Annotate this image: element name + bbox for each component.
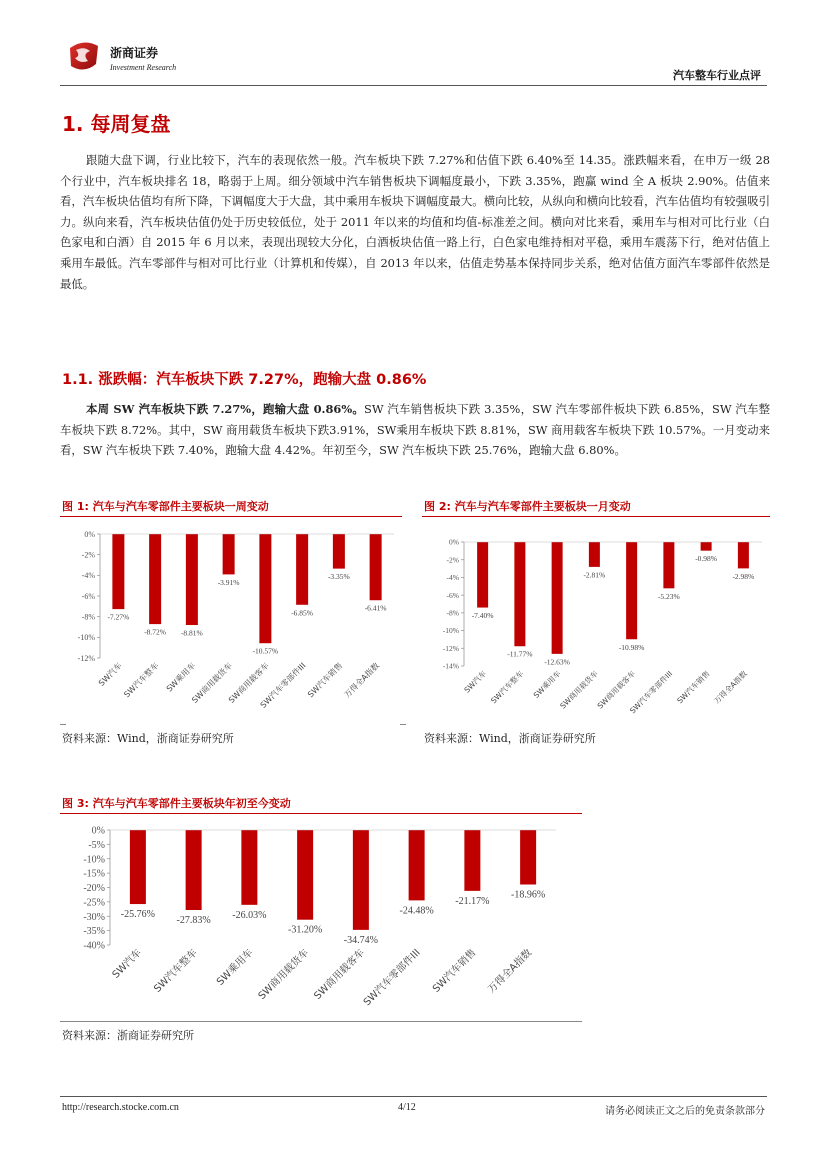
bar (663, 542, 674, 588)
company-logo (66, 38, 186, 78)
category-label: SW乘用车 (164, 661, 198, 694)
bar-value-label: -3.91% (217, 577, 240, 587)
logo-name-en: Investment Research (110, 63, 177, 72)
bar (520, 830, 536, 885)
y-tick-label: 0% (91, 825, 105, 837)
bar-value-label: -7.40% (471, 611, 494, 621)
bar-value-label: -8.81% (180, 628, 203, 638)
bar-value-label: -2.98% (732, 571, 755, 581)
figure-2-top-rule (422, 516, 770, 517)
bar (259, 534, 271, 643)
y-tick-label: 0% (84, 529, 95, 539)
category-label: SW汽车零部件III (361, 947, 423, 1009)
y-tick-label: -30% (83, 911, 105, 923)
bar-value-label: -11.77% (507, 649, 533, 659)
bar (186, 534, 198, 625)
category-label: SW商用载客车 (595, 669, 638, 711)
bar-value-label: -0.98% (695, 554, 718, 564)
bar (353, 830, 369, 930)
bar (701, 542, 712, 551)
y-tick-label: -10% (77, 633, 95, 643)
category-label: SW汽车 (462, 669, 489, 695)
section-heading-weekly-review: 1. 每周复盘 (62, 112, 171, 136)
bar (409, 830, 425, 900)
bar (514, 542, 525, 646)
bar-value-label: -21.17% (455, 895, 490, 907)
category-label: SW汽车零部件III (628, 669, 675, 716)
category-label: SW汽车整车 (122, 661, 161, 700)
category-label: SW汽车整车 (152, 947, 200, 995)
bar (626, 542, 637, 639)
y-tick-label: -6% (446, 590, 459, 600)
category-label: SW汽车销售 (306, 661, 345, 700)
category-label: 万得全A指数 (712, 669, 749, 706)
bar (223, 534, 235, 574)
y-tick-label: -8% (446, 608, 459, 618)
logo-emblem-icon (66, 38, 102, 74)
category-label: 万得全A指数 (486, 947, 535, 996)
y-tick-label: -8% (81, 612, 95, 622)
y-tick-label: -12% (442, 643, 459, 653)
bar-value-label: -6.85% (291, 608, 314, 618)
y-tick-label: -4% (81, 571, 95, 581)
figure-1-bottom-rule (60, 724, 66, 725)
bar-value-label: -8.72% (144, 627, 167, 637)
footer-disclaimer: 请务必阅读正文之后的免责条款部分 (605, 1106, 765, 1117)
figure-2-source: 资料来源：Wind，浙商证券研究所 (424, 732, 596, 745)
y-tick-label: -20% (83, 883, 105, 894)
bar-value-label: -27.83% (176, 915, 211, 927)
y-tick-label: -10% (442, 626, 459, 636)
y-tick-label: -2% (446, 555, 459, 565)
figure-1-title: 图 1: 汽车与汽车零部件主要板块一周变动 (62, 500, 269, 513)
y-tick-label: -2% (81, 550, 95, 560)
bar-value-label: -10.57% (252, 646, 279, 656)
bar (112, 534, 124, 609)
chart-svg-2 (422, 520, 770, 720)
bar (333, 534, 345, 569)
category-label: SW商用载货车 (190, 661, 235, 705)
bar (477, 542, 488, 608)
chart-svg-3 (60, 817, 582, 1017)
category-label: SW汽车销售 (430, 947, 479, 995)
bar-value-label: -25.76% (120, 909, 155, 921)
subsection-heading-price-change: 1.1. 涨跌幅：汽车板块下跌 7.27%，跑输大盘 0.86% (62, 372, 427, 388)
bar (738, 542, 749, 568)
category-label: SW商用载客车 (226, 661, 271, 705)
figure-2-bottom-rule (400, 724, 406, 725)
category-label: SW乘用车 (215, 947, 256, 988)
category-label: 万得全A指数 (342, 661, 382, 700)
bar-value-label: -7.27% (107, 612, 130, 622)
category-label: SW汽车销售 (675, 669, 712, 706)
y-tick-label: 0% (449, 537, 459, 547)
figure-1-chart (60, 520, 402, 720)
figure-3-source: 资料来源：浙商证券研究所 (62, 1029, 194, 1042)
bar (130, 830, 146, 904)
figure-3-bottom-rule (60, 1021, 582, 1022)
bar-value-label: -2.81% (583, 570, 606, 580)
y-tick-label: -10% (83, 854, 105, 866)
bar-value-label: -5.23% (657, 591, 680, 601)
category-label: SW商用载货车 (558, 669, 600, 711)
bar (589, 542, 600, 567)
bar-value-label: -10.98% (618, 642, 645, 652)
category-label: SW汽车 (110, 947, 144, 981)
y-tick-label: -35% (83, 926, 105, 938)
header-divider (60, 85, 767, 86)
category-label: SW商用载客车 (312, 947, 367, 1002)
y-tick-label: -14% (442, 661, 459, 671)
category-label: SW汽车 (96, 661, 124, 688)
bar (186, 830, 202, 910)
y-tick-label: -25% (83, 897, 105, 909)
bar-value-label: -26.03% (232, 909, 267, 921)
category-label: SW汽车零部件III (258, 661, 308, 710)
y-tick-label: -4% (446, 573, 459, 583)
bar (241, 830, 257, 905)
bar-value-label: -3.35% (327, 572, 350, 582)
bar (297, 830, 313, 920)
subsection-paragraph-price-change (60, 399, 770, 461)
figure-2-chart (422, 520, 770, 720)
bar-value-label: -6.41% (364, 603, 387, 613)
y-tick-label: -40% (83, 940, 105, 952)
figure-1-source: 资料来源：Wind，浙商证券研究所 (62, 732, 234, 745)
y-tick-label: -5% (88, 839, 105, 851)
bar-value-label: -12.63% (544, 657, 570, 667)
y-tick-label: -12% (77, 653, 95, 663)
bar (464, 830, 480, 891)
bar (552, 542, 563, 654)
bar (370, 534, 382, 600)
figure-3-top-rule (60, 813, 582, 814)
bar (149, 534, 161, 624)
footer-divider (60, 1096, 767, 1097)
bar-value-label: -34.74% (343, 934, 378, 946)
bar-value-label: -24.48% (399, 905, 434, 917)
footer-url[interactable]: http://research.stocke.com.cn (62, 1102, 179, 1113)
figure-1-top-rule (60, 516, 402, 517)
figure-2-title: 图 2: 汽车与汽车零部件主要板块一月变动 (424, 500, 631, 513)
bar-value-label: -31.20% (288, 924, 323, 936)
category-label: SW商用载货车 (256, 947, 312, 1002)
figure-3-chart (60, 817, 582, 1017)
figure-3-title: 图 3: 汽车与汽车零部件主要板块年初至今变动 (62, 797, 291, 810)
bar (296, 534, 308, 605)
logo-name-cn: 浙商证券 (110, 46, 159, 60)
section-paragraph-weekly-review: 跟随大盘下调，行业比较下，汽车的表现依然一般。汽车板块下跌 7.27%和估值下跌 6.40%至 14.35。涨跌幅来看，在申万一级 28 个行业中，汽车板块排名 18，略弱于上周。细分领域中汽车销售板块下调幅度最小，下跌 3.35%，跑赢 wind 全 A 板块 2.90%。估值来看，汽车板块估值均有所下降，下调幅度大于大盘，其中乘用车板块下调幅度最大。横向比较，从纵向和横向比较看，汽车估值均有较强吸引力。纵向来看，汽车板块估值仍处于历史较低位，处于 2011 年以来的均值和均值-标准差之间。横向对比来看，乘用车与相对可比行业（白色家电和白酒）自 2015 年 6 月以来，表现出现较大分化，白酒板块估值一路上行，白色家电维持相对平稳，乘用车震荡下行，绝对估值上乘用车最低。汽车零部件与相对可比行业（计算机和传媒），自 2013 年以来，估值走势基本保持同步关系，绝对估值方面汽车零部件依然是最低。 (60, 153, 770, 291)
lead-sentence: 本周 SW 汽车板块下跌 7.27%，跑输大盘 0.86%。 (86, 402, 365, 416)
body-text: SW 汽车销售板块下跌 3.35%，SW 汽车零部件板块下跌 6.85%，SW 汽车整车板块下跌 8.72%。其中，SW 商用载货车板块下跌3.91%，SW乘用车板块下跌 8.81%，SW 商用载客车板块下跌 10.57%。一月变动来看，SW 汽车板块下跌 7.40%，跑输大盘 4.42%。年初至今，SW 汽车板块下跌 25.76%，跑输大盘 6.80%。 (60, 402, 770, 458)
page-number: 4/12 (398, 1102, 416, 1113)
y-tick-label: -6% (81, 591, 95, 601)
chart-svg-1 (60, 520, 402, 720)
y-tick-label: -15% (83, 868, 105, 880)
category-label: SW汽车整车 (489, 669, 526, 706)
category-label: SW乘用车 (531, 669, 563, 700)
report-type: 汽车整车行业点评 (673, 69, 761, 82)
bar-value-label: -18.96% (511, 889, 546, 901)
